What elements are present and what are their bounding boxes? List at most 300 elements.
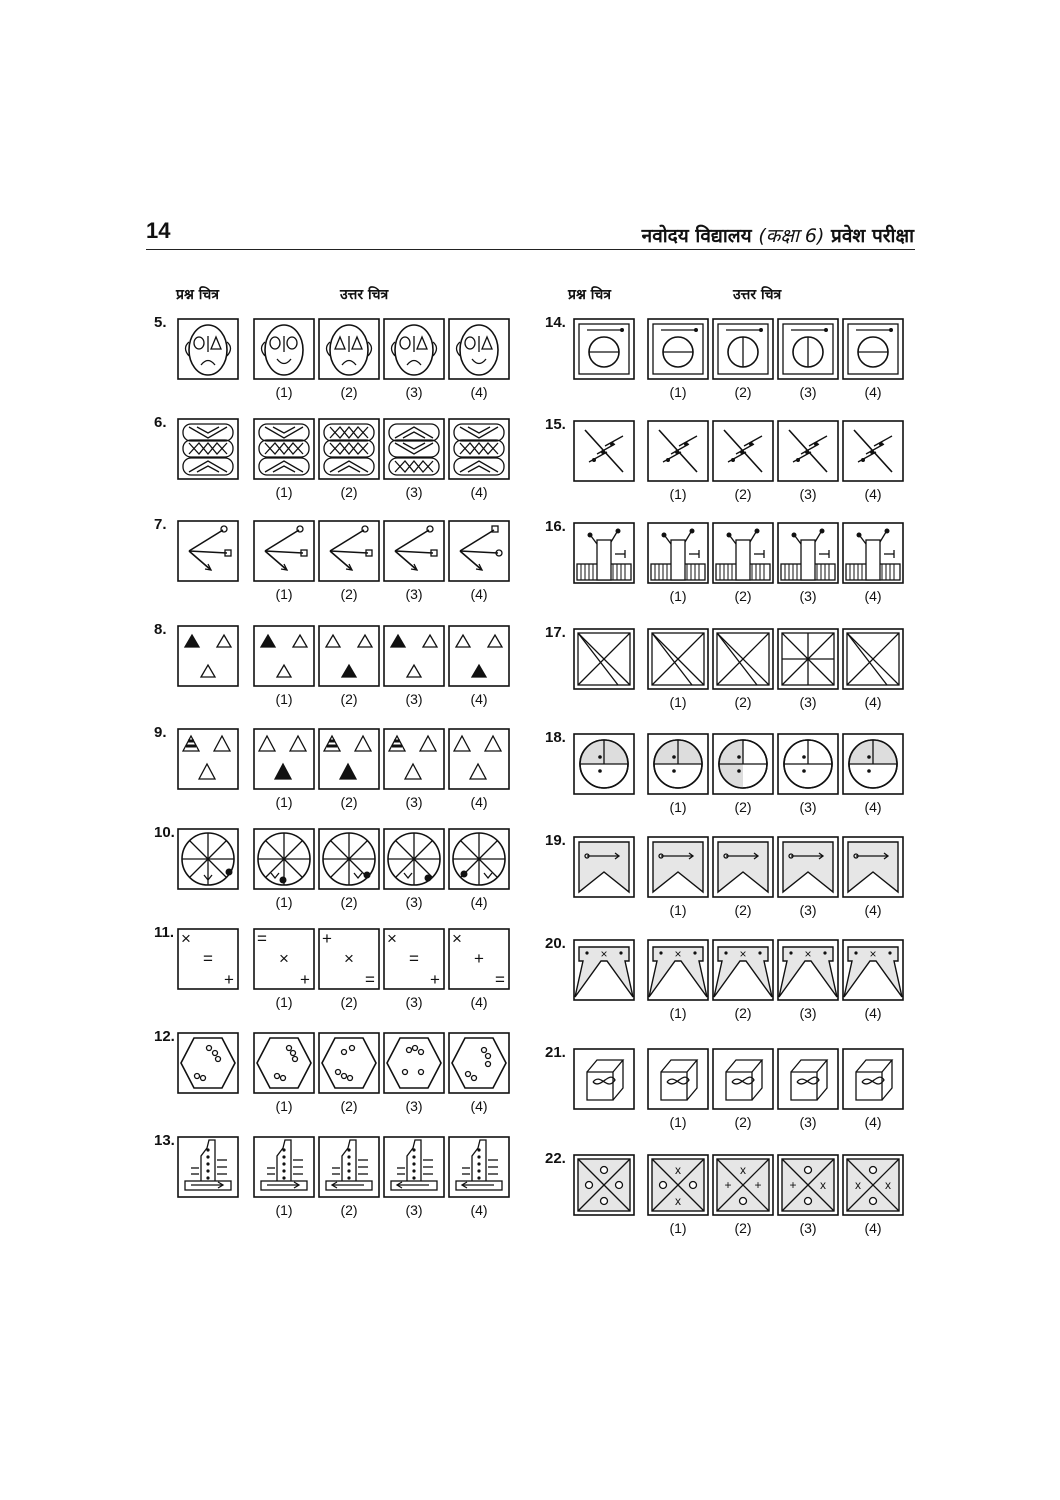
question-number: 15.	[545, 416, 566, 433]
answer-figure-3-drawing	[383, 318, 445, 380]
option-label: (4)	[864, 1114, 882, 1130]
question-figure	[573, 420, 635, 482]
option-label: (4)	[864, 1220, 882, 1236]
answer-figure-1	[647, 1048, 709, 1110]
answer-figure-4-drawing	[448, 625, 510, 687]
question-figure	[177, 318, 239, 380]
question-figure	[573, 939, 635, 1001]
answer-figure-4	[448, 318, 510, 380]
svg-text:=: =	[203, 949, 213, 968]
option-label: (2)	[340, 794, 358, 810]
answer-figure-1-drawing	[647, 1048, 709, 1110]
answer-figure-2	[318, 728, 380, 790]
answer-figure-1	[253, 520, 315, 582]
option-label: (4)	[864, 1005, 882, 1021]
answer-figure-4	[842, 628, 904, 690]
option-label: (2)	[340, 1098, 358, 1114]
option-label: (4)	[864, 799, 882, 815]
option-label: (2)	[734, 902, 752, 918]
svg-text:+: +	[724, 1178, 732, 1192]
option-label: (1)	[275, 1098, 293, 1114]
answer-figure-2	[318, 625, 380, 687]
question-figure	[177, 520, 239, 582]
svg-text:+: +	[754, 1178, 762, 1192]
answer-figure-3-drawing	[777, 420, 839, 482]
option-label: (2)	[340, 994, 358, 1010]
svg-text:×: ×	[181, 929, 191, 948]
answer-figure-2-drawing	[318, 1136, 380, 1198]
option-label: (4)	[470, 994, 488, 1010]
option-label: (1)	[669, 799, 687, 815]
answer-figure-3	[777, 318, 839, 380]
answer-figure-4	[448, 1136, 510, 1198]
option-label: (4)	[470, 484, 488, 500]
option-label: (2)	[734, 588, 752, 604]
question-figure-drawing	[177, 928, 239, 990]
question-figure	[573, 522, 635, 584]
answer-figure-3-drawing	[777, 1154, 839, 1216]
question-figure	[177, 928, 239, 990]
svg-text:+: +	[224, 970, 234, 989]
answer-figure-1-drawing	[647, 836, 709, 898]
answer-figure-4-drawing	[448, 418, 510, 480]
column-heading-answer-right: उत्तर चित्र	[733, 287, 782, 303]
answer-figure-2	[318, 1136, 380, 1198]
option-label: (4)	[864, 902, 882, 918]
answer-figure-1	[253, 1032, 315, 1094]
answer-figure-2-drawing	[318, 1032, 380, 1094]
column-heading-question-left: प्रश्न चित्र	[176, 287, 219, 303]
option-label: (4)	[470, 384, 488, 400]
answer-figure-4-drawing	[842, 836, 904, 898]
option-label: (2)	[734, 1220, 752, 1236]
option-label: (1)	[669, 384, 687, 400]
option-label: (3)	[405, 994, 423, 1010]
svg-text:×: ×	[344, 949, 354, 968]
question-figure-drawing	[177, 318, 239, 380]
answer-figure-2	[318, 1032, 380, 1094]
answer-figure-3-drawing	[777, 836, 839, 898]
question-number: 16.	[545, 518, 566, 535]
answer-figure-3	[777, 420, 839, 482]
question-figure	[573, 1154, 635, 1216]
question-figure	[573, 733, 635, 795]
answer-figure-1-drawing	[253, 418, 315, 480]
svg-text:+: +	[322, 929, 332, 948]
question-number: 18.	[545, 729, 566, 746]
answer-figure-1	[647, 1154, 709, 1216]
answer-figure-2-drawing	[712, 733, 774, 795]
answer-figure-4-drawing	[448, 728, 510, 790]
svg-text:x: x	[885, 1178, 891, 1192]
option-label: (2)	[340, 894, 358, 910]
answer-figure-2	[712, 1154, 774, 1216]
option-label: (1)	[275, 994, 293, 1010]
answer-figure-1-drawing	[647, 522, 709, 584]
answer-figure-2-drawing	[712, 836, 774, 898]
title-main: नवोदय विद्यालय	[641, 225, 752, 247]
question-figure	[177, 418, 239, 480]
answer-figure-4	[842, 318, 904, 380]
question-figure	[573, 318, 635, 380]
answer-figure-1-drawing	[647, 939, 709, 1001]
answer-figure-4-drawing	[448, 828, 510, 890]
answer-figure-4	[448, 625, 510, 687]
answer-figure-4-drawing	[448, 1032, 510, 1094]
answer-figure-3	[777, 1048, 839, 1110]
answer-figure-1-drawing	[253, 728, 315, 790]
answer-figure-1-drawing	[253, 1032, 315, 1094]
option-label: (3)	[799, 1220, 817, 1236]
option-label: (4)	[864, 486, 882, 502]
svg-text:x: x	[855, 1178, 861, 1192]
title-exam: प्रवेश परीक्षा	[831, 225, 914, 247]
answer-figure-2	[712, 522, 774, 584]
answer-figure-1-drawing	[253, 520, 315, 582]
svg-text:x: x	[675, 1194, 681, 1208]
option-label: (3)	[405, 794, 423, 810]
question-figure	[177, 1136, 239, 1198]
answer-figure-2	[318, 928, 380, 990]
question-figure	[177, 1032, 239, 1094]
option-label: (3)	[799, 1114, 817, 1130]
option-label: (1)	[669, 902, 687, 918]
option-label: (1)	[669, 1220, 687, 1236]
answer-figure-4-drawing	[842, 318, 904, 380]
answer-figure-1-drawing	[647, 318, 709, 380]
answer-figure-2-drawing	[318, 828, 380, 890]
answer-figure-4	[448, 418, 510, 480]
answer-figure-3	[777, 733, 839, 795]
answer-figure-3-drawing	[777, 628, 839, 690]
answer-figure-3-drawing	[383, 828, 445, 890]
answer-figure-4-drawing	[842, 939, 904, 1001]
question-figure-drawing	[177, 625, 239, 687]
option-label: (3)	[799, 902, 817, 918]
question-figure-drawing	[573, 1154, 635, 1216]
question-figure	[177, 728, 239, 790]
option-label: (4)	[864, 694, 882, 710]
question-number: 6.	[154, 414, 167, 431]
answer-figure-1	[647, 522, 709, 584]
answer-figure-3	[777, 1154, 839, 1216]
answer-figure-2-drawing	[712, 522, 774, 584]
answer-figure-3-drawing	[383, 520, 445, 582]
question-figure-drawing	[177, 1032, 239, 1094]
svg-text:=: =	[495, 970, 505, 989]
answer-figure-4	[842, 522, 904, 584]
answer-figure-1	[253, 625, 315, 687]
question-figure-drawing	[573, 733, 635, 795]
answer-figure-3	[383, 1032, 445, 1094]
answer-figure-3-drawing	[383, 625, 445, 687]
answer-figure-3	[383, 520, 445, 582]
answer-figure-2	[712, 733, 774, 795]
option-label: (4)	[470, 586, 488, 602]
option-label: (1)	[669, 588, 687, 604]
svg-text:=: =	[257, 929, 267, 948]
option-label: (2)	[734, 1114, 752, 1130]
svg-text:×: ×	[279, 949, 289, 968]
answer-figure-2-drawing	[712, 1048, 774, 1110]
answer-figure-2-drawing	[712, 628, 774, 690]
answer-figure-4	[842, 420, 904, 482]
question-figure-drawing	[177, 728, 239, 790]
option-label: (2)	[340, 586, 358, 602]
question-number: 19.	[545, 832, 566, 849]
answer-figure-1-drawing	[647, 733, 709, 795]
question-figure	[573, 836, 635, 898]
answer-figure-2-drawing	[712, 1154, 774, 1216]
svg-text:×: ×	[674, 947, 682, 961]
answer-figure-1-drawing	[253, 1136, 315, 1198]
answer-figure-3	[383, 318, 445, 380]
svg-text:=: =	[365, 970, 375, 989]
answer-figure-2	[318, 318, 380, 380]
svg-text:×: ×	[804, 947, 812, 961]
answer-figure-1-drawing	[253, 625, 315, 687]
answer-figure-4	[842, 939, 904, 1001]
answer-figure-2-drawing	[318, 728, 380, 790]
option-label: (2)	[734, 694, 752, 710]
question-number: 7.	[154, 516, 167, 533]
answer-figure-3-drawing	[777, 318, 839, 380]
answer-figure-1	[647, 939, 709, 1001]
option-label: (1)	[275, 586, 293, 602]
question-number: 20.	[545, 935, 566, 952]
answer-figure-1	[647, 733, 709, 795]
page-number: 14	[146, 218, 171, 243]
answer-figure-1	[647, 628, 709, 690]
answer-figure-3	[777, 628, 839, 690]
svg-text:×: ×	[869, 947, 877, 961]
option-label: (3)	[799, 384, 817, 400]
answer-figure-4	[842, 1154, 904, 1216]
answer-figure-4-drawing	[448, 1136, 510, 1198]
answer-figure-1	[253, 1136, 315, 1198]
option-label: (4)	[470, 894, 488, 910]
option-label: (3)	[405, 1202, 423, 1218]
answer-figure-2-drawing	[712, 939, 774, 1001]
answer-figure-4	[448, 520, 510, 582]
answer-figure-3	[383, 625, 445, 687]
answer-figure-1	[647, 836, 709, 898]
header-rule	[146, 249, 915, 250]
answer-figure-2	[318, 828, 380, 890]
option-label: (3)	[405, 586, 423, 602]
answer-figure-3-drawing	[383, 728, 445, 790]
answer-figure-4-drawing	[842, 1048, 904, 1110]
answer-figure-1	[253, 318, 315, 380]
option-label: (2)	[734, 1005, 752, 1021]
option-label: (3)	[799, 486, 817, 502]
question-figure-drawing	[573, 1048, 635, 1110]
answer-figure-2	[712, 420, 774, 482]
answer-figure-4-drawing	[448, 318, 510, 380]
question-figure-drawing	[177, 418, 239, 480]
option-label: (1)	[275, 894, 293, 910]
answer-figure-1-drawing	[253, 928, 315, 990]
answer-figure-2	[712, 318, 774, 380]
svg-text:+: +	[789, 1178, 797, 1192]
answer-figure-4	[448, 1032, 510, 1094]
svg-text:x: x	[820, 1178, 826, 1192]
option-label: (3)	[405, 484, 423, 500]
answer-figure-3-drawing	[777, 939, 839, 1001]
answer-figure-3-drawing	[777, 733, 839, 795]
answer-figure-2	[712, 1048, 774, 1110]
answer-figure-3	[777, 836, 839, 898]
option-label: (3)	[799, 1005, 817, 1021]
option-label: (3)	[799, 799, 817, 815]
answer-figure-2-drawing	[318, 418, 380, 480]
svg-text:×: ×	[739, 947, 747, 961]
question-figure-drawing	[177, 1136, 239, 1198]
answer-figure-4-drawing	[842, 420, 904, 482]
answer-figure-2	[712, 628, 774, 690]
question-number: 12.	[154, 1028, 175, 1045]
question-figure-drawing	[573, 628, 635, 690]
answer-figure-4	[842, 1048, 904, 1110]
svg-text:x: x	[740, 1163, 746, 1177]
option-label: (1)	[669, 1114, 687, 1130]
question-number: 8.	[154, 621, 167, 638]
option-label: (2)	[340, 484, 358, 500]
question-figure-drawing	[177, 520, 239, 582]
option-label: (3)	[405, 1098, 423, 1114]
question-figure-drawing	[177, 828, 239, 890]
answer-figure-3-drawing	[777, 1048, 839, 1110]
answer-figure-4-drawing	[842, 1154, 904, 1216]
answer-figure-1-drawing	[253, 828, 315, 890]
answer-figure-4-drawing	[842, 522, 904, 584]
answer-figure-2	[712, 836, 774, 898]
option-label: (1)	[669, 694, 687, 710]
answer-figure-1-drawing	[647, 1154, 709, 1216]
answer-figure-1	[647, 318, 709, 380]
option-label: (2)	[340, 384, 358, 400]
page-title	[642, 222, 914, 248]
question-number: 11.	[154, 924, 175, 941]
answer-figure-1	[647, 420, 709, 482]
answer-figure-4-drawing	[842, 733, 904, 795]
answer-figure-3	[383, 418, 445, 480]
option-label: (1)	[275, 794, 293, 810]
answer-figure-3-drawing	[383, 1136, 445, 1198]
answer-figure-4	[842, 733, 904, 795]
question-number: 21.	[545, 1044, 566, 1061]
option-label: (1)	[275, 1202, 293, 1218]
question-figure-drawing	[573, 420, 635, 482]
option-label: (3)	[405, 691, 423, 707]
question-figure-drawing	[573, 939, 635, 1001]
question-number: 13.	[154, 1132, 175, 1149]
question-number: 17.	[545, 624, 566, 641]
answer-figure-1	[253, 928, 315, 990]
answer-figure-1-drawing	[647, 420, 709, 482]
option-label: (2)	[734, 486, 752, 502]
option-label: (2)	[734, 384, 752, 400]
option-label: (4)	[470, 1098, 488, 1114]
answer-figure-1-drawing	[647, 628, 709, 690]
answer-figure-1-drawing	[253, 318, 315, 380]
question-number: 14.	[545, 314, 566, 331]
question-figure	[177, 828, 239, 890]
answer-figure-1	[253, 828, 315, 890]
answer-figure-2-drawing	[712, 420, 774, 482]
answer-figure-2-drawing	[712, 318, 774, 380]
option-label: (3)	[799, 694, 817, 710]
answer-figure-3-drawing	[383, 418, 445, 480]
question-figure-drawing	[573, 318, 635, 380]
answer-figure-3-drawing	[383, 1032, 445, 1094]
svg-text:×: ×	[452, 929, 462, 948]
option-label: (2)	[734, 799, 752, 815]
option-label: (1)	[275, 484, 293, 500]
svg-text:x: x	[675, 1163, 681, 1177]
option-label: (3)	[405, 894, 423, 910]
svg-text:×: ×	[387, 929, 397, 948]
column-heading-question-right: प्रश्न चित्र	[568, 287, 611, 303]
column-heading-answer-left: उत्तर चित्र	[340, 287, 389, 303]
option-label: (4)	[470, 794, 488, 810]
answer-figure-2-drawing	[318, 520, 380, 582]
svg-text:+: +	[300, 970, 310, 989]
answer-figure-2-drawing	[318, 318, 380, 380]
answer-figure-3	[383, 928, 445, 990]
question-figure	[573, 1048, 635, 1110]
title-class: (कक्षा 6)	[758, 225, 825, 247]
question-number: 9.	[154, 724, 167, 741]
option-label: (1)	[275, 691, 293, 707]
answer-figure-4	[448, 828, 510, 890]
option-label: (1)	[275, 384, 293, 400]
answer-figure-4	[448, 928, 510, 990]
question-number: 22.	[545, 1150, 566, 1167]
answer-figure-2	[318, 520, 380, 582]
answer-figure-2	[712, 939, 774, 1001]
svg-text:=: =	[409, 949, 419, 968]
question-figure	[573, 628, 635, 690]
question-figure-drawing	[573, 836, 635, 898]
answer-figure-2-drawing	[318, 928, 380, 990]
answer-figure-3	[383, 728, 445, 790]
option-label: (4)	[864, 588, 882, 604]
answer-figure-3	[383, 828, 445, 890]
answer-figure-3-drawing	[777, 522, 839, 584]
option-label: (4)	[470, 691, 488, 707]
question-figure	[177, 625, 239, 687]
option-label: (2)	[340, 691, 358, 707]
svg-text:+: +	[430, 970, 440, 989]
question-figure-drawing	[573, 522, 635, 584]
answer-figure-1	[253, 418, 315, 480]
answer-figure-1	[253, 728, 315, 790]
answer-figure-3	[383, 1136, 445, 1198]
question-number: 5.	[154, 314, 167, 331]
option-label: (4)	[470, 1202, 488, 1218]
option-label: (3)	[405, 384, 423, 400]
answer-figure-2	[318, 418, 380, 480]
svg-text:+: +	[474, 949, 484, 968]
answer-figure-4	[448, 728, 510, 790]
answer-figure-3-drawing	[383, 928, 445, 990]
answer-figure-4-drawing	[448, 520, 510, 582]
answer-figure-3	[777, 522, 839, 584]
option-label: (2)	[340, 1202, 358, 1218]
option-label: (1)	[669, 1005, 687, 1021]
option-label: (1)	[669, 486, 687, 502]
